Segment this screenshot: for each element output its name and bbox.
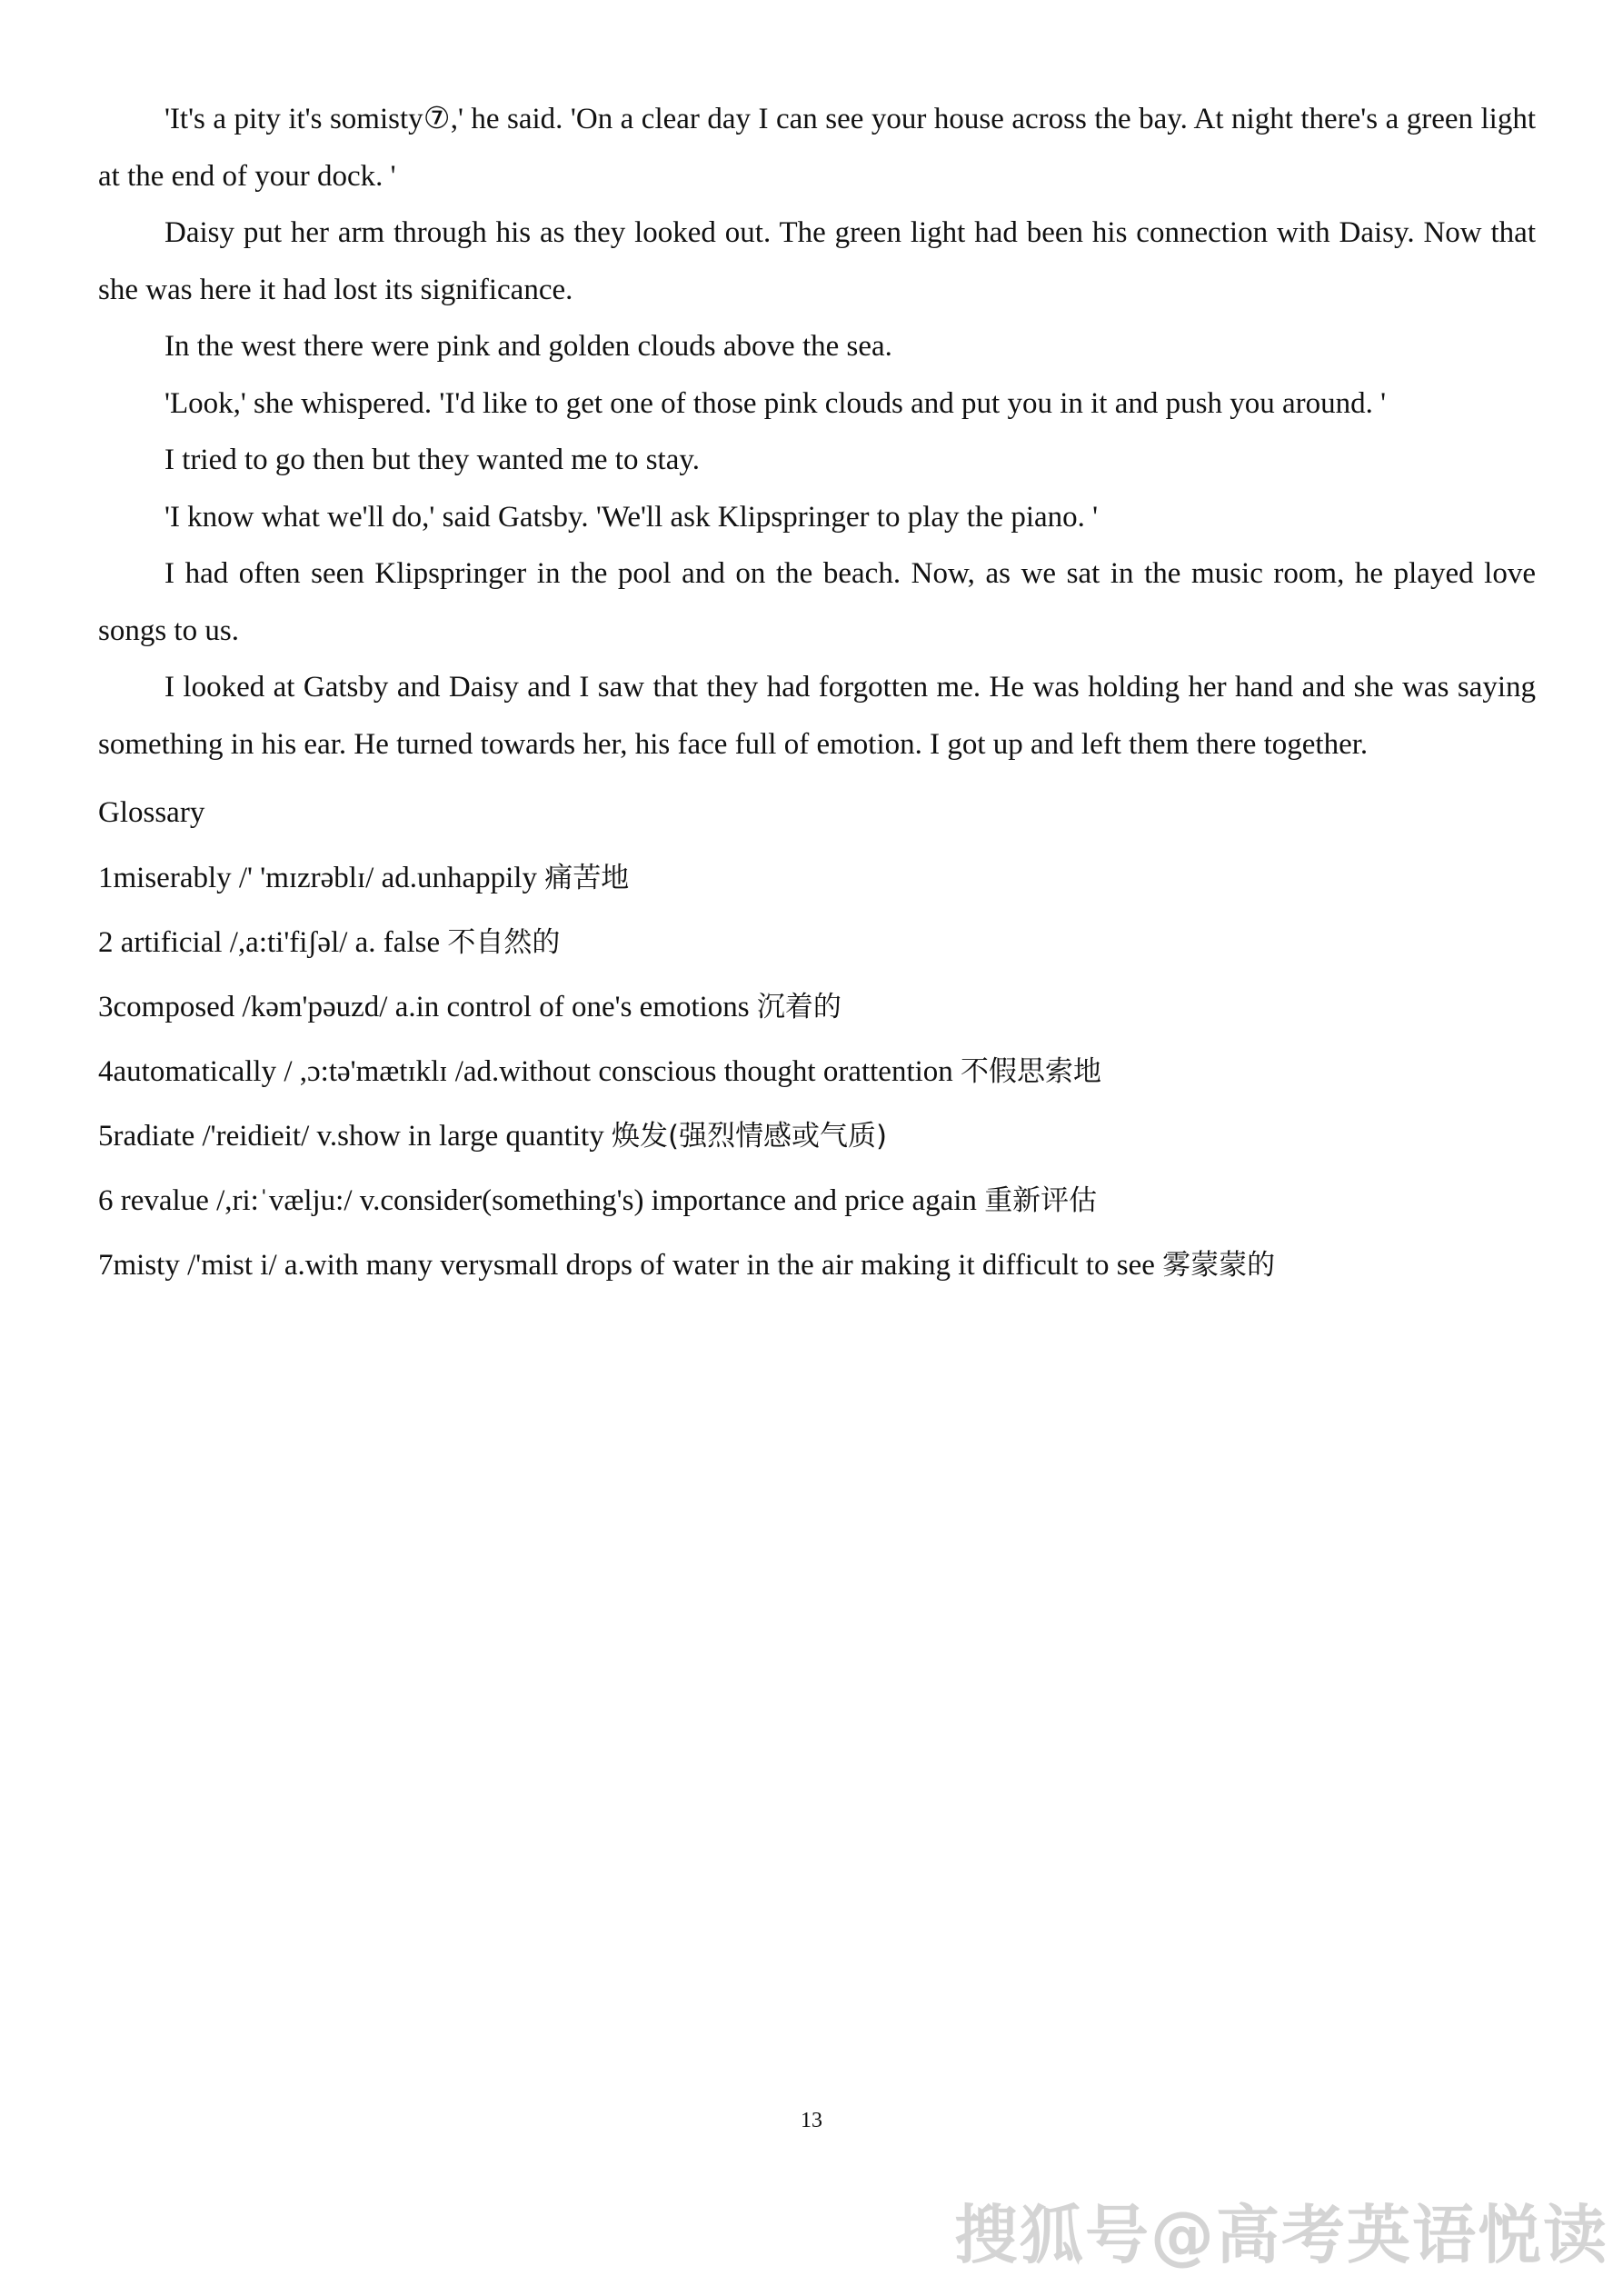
story-paragraph-5: I tried to go then but they wanted me to stay. — [164, 444, 700, 476]
glossary-heading: Glossary — [98, 796, 205, 829]
story-paragraph-7: I had often seen Klipspringer in the pool and on the beach. Now, as we sat in the music room, he played love songs to us. — [98, 557, 1536, 647]
glossary-entry-translation: 沉着的 — [756, 991, 841, 1023]
glossary-entry-text: 5radiate /'reidieit/ v.show in large quantity — [98, 1120, 612, 1153]
watermark: 搜狐号@高考英语悦读 — [954, 2198, 1608, 2272]
glossary-entry-text: 7misty /'mist i/ a.with many verysmall drops of water in the air making it difficult to see — [98, 1249, 1163, 1282]
glossary-item — [98, 1040, 1536, 1104]
story-paragraph-1: 'It's a pity it's somisty⑦,' he said. 'On a clear day I can see your house across the bay. At night there's a green light at the end of your dock. ' — [98, 103, 1536, 193]
glossary-list — [98, 846, 1536, 1298]
story-paragraph-8: I looked at Gatsby and Daisy and I saw that they had forgotten me. He was holding her hand and she was saying something in his ear. He turned towards her, his face full of emotion. I got up and left them there together. — [98, 671, 1536, 761]
glossary-entry-translation: 重新评估 — [984, 1184, 1098, 1217]
glossary-item — [98, 1104, 1536, 1169]
glossary-entry-translation: 不假思索地 — [961, 1055, 1102, 1088]
glossary-item — [98, 911, 1536, 975]
page-number: 13 — [801, 2109, 822, 2132]
story-paragraph-4: 'Look,' she whispered. 'I'd like to get one of those pink clouds and put you in it and push you around. ' — [164, 386, 1387, 420]
glossary-entry-text: 4automatically / ,ɔ:tə'mætɪklɪ /ad.without conscious thought orattention — [98, 1055, 961, 1088]
glossary-entry-text: 6 revalue /,ri:ˈvælju:/ v.consider(something's) importance and price again — [98, 1184, 985, 1217]
glossary-entry-text: 3composed /kəm'pəuzd/ a.in control of one's emotions — [98, 991, 757, 1023]
glossary-entry-text: 2 artificial /,a:ti'fiʃəl/ a. false — [98, 926, 448, 959]
story-paragraph-6: 'I know what we'll do,' said Gatsby. 'We'll ask Klipspringer to play the piano. ' — [164, 500, 1099, 534]
glossary-entry-translation: 痛苦地 — [544, 862, 630, 894]
story-paragraph-3: In the west there were pink and golden clouds above the sea. — [164, 330, 892, 363]
story-paragraph-2: Daisy put her arm through his as they looked out. The green light had been his connection with Daisy. Now that she was here it had lost its significance. — [98, 216, 1536, 306]
glossary-entry-translation: 雾蒙蒙的 — [1162, 1249, 1276, 1282]
glossary-entry-translation: 不自然的 — [447, 926, 561, 959]
glossary-entry-translation: 焕发(强烈情感或气质) — [611, 1120, 888, 1153]
glossary-item — [98, 1233, 1536, 1298]
glossary-item — [98, 975, 1536, 1040]
glossary-item — [98, 1169, 1536, 1233]
glossary-item — [98, 846, 1536, 911]
glossary-entry-text: 1miserably /' 'mɪzrəblɪ/ ad.unhappily — [98, 862, 545, 894]
page-content — [98, 91, 1536, 1298]
